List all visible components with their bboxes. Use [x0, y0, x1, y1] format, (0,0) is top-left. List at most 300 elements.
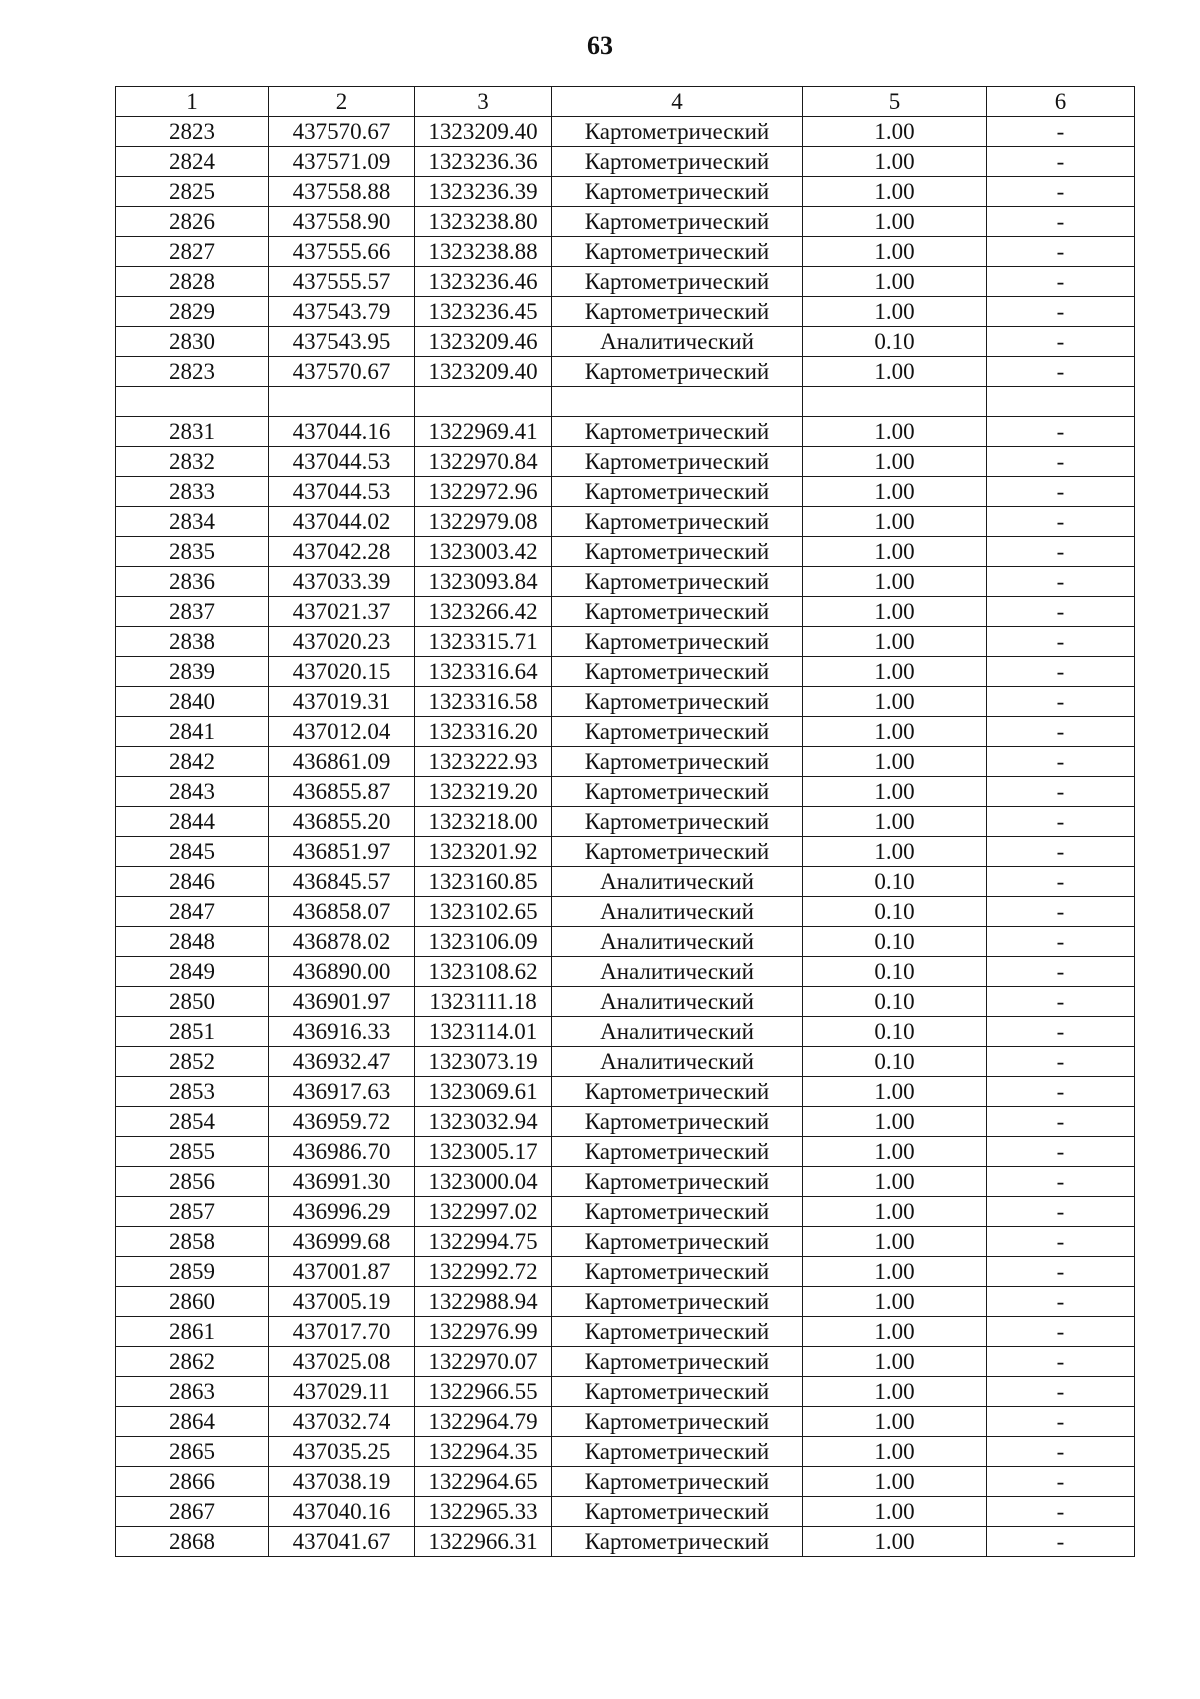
table-row [116, 237, 1135, 267]
point-number-cell [116, 387, 269, 417]
table-row [116, 1377, 1135, 1407]
coordinates-table [115, 86, 1135, 1557]
method-cell: Картометрический [552, 507, 803, 537]
x-coordinate-cell: 437044.02 [269, 507, 415, 537]
table-row [116, 1527, 1135, 1557]
point-number-cell: 2846 [116, 867, 269, 897]
table-row [116, 567, 1135, 597]
x-coordinate-cell: 436999.68 [269, 1227, 415, 1257]
column-header-3: 3 [415, 87, 552, 117]
point-number-cell: 2847 [116, 897, 269, 927]
note-cell: - [987, 957, 1135, 987]
x-coordinate-cell: 436996.29 [269, 1197, 415, 1227]
point-number-cell: 2865 [116, 1437, 269, 1467]
accuracy-cell: 0.10 [803, 1047, 987, 1077]
note-cell: - [987, 1407, 1135, 1437]
table-row [116, 1287, 1135, 1317]
note-cell: - [987, 1257, 1135, 1287]
table-row [116, 1077, 1135, 1107]
x-coordinate-cell: 437571.09 [269, 147, 415, 177]
y-coordinate-cell: 1323093.84 [415, 567, 552, 597]
method-cell: Картометрический [552, 657, 803, 687]
y-coordinate-cell [415, 387, 552, 417]
y-coordinate-cell: 1323238.88 [415, 237, 552, 267]
x-coordinate-cell: 437041.67 [269, 1527, 415, 1557]
method-cell: Картометрический [552, 207, 803, 237]
x-coordinate-cell [269, 387, 415, 417]
x-coordinate-cell: 437038.19 [269, 1467, 415, 1497]
table-row [116, 117, 1135, 147]
accuracy-cell: 0.10 [803, 1017, 987, 1047]
table-row [116, 1407, 1135, 1437]
y-coordinate-cell: 1322966.31 [415, 1527, 552, 1557]
y-coordinate-cell: 1323236.45 [415, 297, 552, 327]
table-row [116, 627, 1135, 657]
column-header-4: 4 [552, 87, 803, 117]
table-row [116, 177, 1135, 207]
y-coordinate-cell: 1323069.61 [415, 1077, 552, 1107]
point-number-cell: 2866 [116, 1467, 269, 1497]
x-coordinate-cell: 436991.30 [269, 1167, 415, 1197]
point-number-cell: 2862 [116, 1347, 269, 1377]
note-cell: - [987, 1077, 1135, 1107]
method-cell: Аналитический [552, 1047, 803, 1077]
x-coordinate-cell: 436851.97 [269, 837, 415, 867]
y-coordinate-cell: 1323219.20 [415, 777, 552, 807]
note-cell: - [987, 537, 1135, 567]
x-coordinate-cell: 437017.70 [269, 1317, 415, 1347]
y-coordinate-cell: 1323073.19 [415, 1047, 552, 1077]
table-row [116, 807, 1135, 837]
accuracy-cell: 1.00 [803, 1197, 987, 1227]
table-row [116, 1317, 1135, 1347]
x-coordinate-cell: 437044.53 [269, 477, 415, 507]
column-header-2: 2 [269, 87, 415, 117]
table-header [116, 87, 1135, 117]
y-coordinate-cell: 1322976.99 [415, 1317, 552, 1347]
point-number-cell: 2827 [116, 237, 269, 267]
accuracy-cell: 1.00 [803, 1077, 987, 1107]
y-coordinate-cell: 1323201.92 [415, 837, 552, 867]
note-cell: - [987, 267, 1135, 297]
table-row [116, 927, 1135, 957]
accuracy-cell: 1.00 [803, 267, 987, 297]
table-row [116, 207, 1135, 237]
table-row [116, 657, 1135, 687]
y-coordinate-cell: 1322970.84 [415, 447, 552, 477]
y-coordinate-cell: 1323108.62 [415, 957, 552, 987]
note-cell: - [987, 1107, 1135, 1137]
note-cell: - [987, 447, 1135, 477]
x-coordinate-cell: 436916.33 [269, 1017, 415, 1047]
method-cell: Картометрический [552, 1407, 803, 1437]
accuracy-cell: 1.00 [803, 207, 987, 237]
point-number-cell: 2860 [116, 1287, 269, 1317]
point-number-cell: 2844 [116, 807, 269, 837]
note-cell: - [987, 1377, 1135, 1407]
note-cell: - [987, 1497, 1135, 1527]
x-coordinate-cell: 436861.09 [269, 747, 415, 777]
x-coordinate-cell: 437042.28 [269, 537, 415, 567]
method-cell: Картометрический [552, 267, 803, 297]
table-row [116, 1347, 1135, 1377]
point-number-cell: 2863 [116, 1377, 269, 1407]
y-coordinate-cell: 1323315.71 [415, 627, 552, 657]
x-coordinate-cell: 437558.88 [269, 177, 415, 207]
method-cell: Аналитический [552, 867, 803, 897]
column-header-6: 6 [987, 87, 1135, 117]
x-coordinate-cell: 437570.67 [269, 357, 415, 387]
point-number-cell: 2831 [116, 417, 269, 447]
point-number-cell: 2824 [116, 147, 269, 177]
y-coordinate-cell: 1322988.94 [415, 1287, 552, 1317]
x-coordinate-cell: 437025.08 [269, 1347, 415, 1377]
accuracy-cell: 1.00 [803, 1317, 987, 1347]
y-coordinate-cell: 1323000.04 [415, 1167, 552, 1197]
accuracy-cell: 1.00 [803, 117, 987, 147]
method-cell: Картометрический [552, 1467, 803, 1497]
method-cell: Картометрический [552, 1227, 803, 1257]
note-cell: - [987, 177, 1135, 207]
y-coordinate-cell: 1323102.65 [415, 897, 552, 927]
note-cell: - [987, 237, 1135, 267]
point-number-cell: 2864 [116, 1407, 269, 1437]
y-coordinate-cell: 1323209.40 [415, 357, 552, 387]
method-cell: Картометрический [552, 807, 803, 837]
table-row [116, 867, 1135, 897]
point-number-cell: 2845 [116, 837, 269, 867]
y-coordinate-cell: 1322972.96 [415, 477, 552, 507]
y-coordinate-cell: 1323236.46 [415, 267, 552, 297]
x-coordinate-cell: 437020.23 [269, 627, 415, 657]
y-coordinate-cell: 1322966.55 [415, 1377, 552, 1407]
x-coordinate-cell: 437032.74 [269, 1407, 415, 1437]
note-cell: - [987, 1317, 1135, 1347]
accuracy-cell: 1.00 [803, 567, 987, 597]
y-coordinate-cell: 1322997.02 [415, 1197, 552, 1227]
note-cell: - [987, 777, 1135, 807]
method-cell: Картометрический [552, 1347, 803, 1377]
point-number-cell: 2853 [116, 1077, 269, 1107]
accuracy-cell: 0.10 [803, 867, 987, 897]
y-coordinate-cell: 1323222.93 [415, 747, 552, 777]
note-cell: - [987, 1017, 1135, 1047]
accuracy-cell: 1.00 [803, 837, 987, 867]
method-cell: Картометрический [552, 627, 803, 657]
note-cell: - [987, 1167, 1135, 1197]
table-row [116, 687, 1135, 717]
note-cell: - [987, 567, 1135, 597]
method-cell: Аналитический [552, 327, 803, 357]
accuracy-cell: 1.00 [803, 1347, 987, 1377]
method-cell: Аналитический [552, 1017, 803, 1047]
accuracy-cell: 1.00 [803, 507, 987, 537]
point-number-cell: 2833 [116, 477, 269, 507]
point-number-cell: 2850 [116, 987, 269, 1017]
method-cell: Картометрический [552, 747, 803, 777]
point-number-cell: 2840 [116, 687, 269, 717]
note-cell: - [987, 1437, 1135, 1467]
method-cell: Картометрический [552, 1497, 803, 1527]
x-coordinate-cell: 437044.16 [269, 417, 415, 447]
x-coordinate-cell: 436986.70 [269, 1137, 415, 1167]
note-cell: - [987, 837, 1135, 867]
x-coordinate-cell: 437005.19 [269, 1287, 415, 1317]
y-coordinate-cell: 1323236.36 [415, 147, 552, 177]
point-number-cell: 2823 [116, 117, 269, 147]
note-cell [987, 387, 1135, 417]
accuracy-cell: 1.00 [803, 1497, 987, 1527]
point-number-cell: 2868 [116, 1527, 269, 1557]
accuracy-cell: 1.00 [803, 1227, 987, 1257]
accuracy-cell: 1.00 [803, 1407, 987, 1437]
point-number-cell: 2861 [116, 1317, 269, 1347]
accuracy-cell: 1.00 [803, 657, 987, 687]
note-cell: - [987, 657, 1135, 687]
x-coordinate-cell: 437543.95 [269, 327, 415, 357]
x-coordinate-cell: 436855.87 [269, 777, 415, 807]
y-coordinate-cell: 1322964.79 [415, 1407, 552, 1437]
accuracy-cell: 1.00 [803, 627, 987, 657]
point-number-cell: 2855 [116, 1137, 269, 1167]
y-coordinate-cell: 1323209.46 [415, 327, 552, 357]
table-row [116, 447, 1135, 477]
method-cell: Картометрический [552, 1527, 803, 1557]
table-row [116, 507, 1135, 537]
y-coordinate-cell: 1322965.33 [415, 1497, 552, 1527]
method-cell: Картометрический [552, 1167, 803, 1197]
y-coordinate-cell: 1323114.01 [415, 1017, 552, 1047]
method-cell: Аналитический [552, 927, 803, 957]
accuracy-cell: 1.00 [803, 1467, 987, 1497]
x-coordinate-cell: 437001.87 [269, 1257, 415, 1287]
point-number-cell: 2859 [116, 1257, 269, 1287]
note-cell: - [987, 897, 1135, 927]
x-coordinate-cell: 436959.72 [269, 1107, 415, 1137]
note-cell: - [987, 807, 1135, 837]
y-coordinate-cell: 1323316.64 [415, 657, 552, 687]
table-row [116, 1497, 1135, 1527]
accuracy-cell: 1.00 [803, 1437, 987, 1467]
method-cell: Картометрический [552, 477, 803, 507]
note-cell: - [987, 147, 1135, 177]
method-cell: Картометрический [552, 837, 803, 867]
table-row [116, 987, 1135, 1017]
table-row [116, 1137, 1135, 1167]
method-cell: Картометрический [552, 1287, 803, 1317]
y-coordinate-cell: 1323316.20 [415, 717, 552, 747]
y-coordinate-cell: 1323005.17 [415, 1137, 552, 1167]
point-number-cell: 2848 [116, 927, 269, 957]
y-coordinate-cell: 1323111.18 [415, 987, 552, 1017]
method-cell: Аналитический [552, 987, 803, 1017]
note-cell: - [987, 987, 1135, 1017]
table-row [116, 297, 1135, 327]
table-row [116, 837, 1135, 867]
method-cell: Картометрический [552, 297, 803, 327]
method-cell: Картометрический [552, 417, 803, 447]
table-body [116, 117, 1135, 1557]
y-coordinate-cell: 1323160.85 [415, 867, 552, 897]
method-cell: Картометрический [552, 777, 803, 807]
y-coordinate-cell: 1322964.35 [415, 1437, 552, 1467]
point-number-cell: 2854 [116, 1107, 269, 1137]
note-cell: - [987, 747, 1135, 777]
accuracy-cell: 1.00 [803, 477, 987, 507]
y-coordinate-cell: 1322994.75 [415, 1227, 552, 1257]
y-coordinate-cell: 1323003.42 [415, 537, 552, 567]
point-number-cell: 2839 [116, 657, 269, 687]
note-cell: - [987, 1137, 1135, 1167]
x-coordinate-cell: 436917.63 [269, 1077, 415, 1107]
point-number-cell: 2830 [116, 327, 269, 357]
accuracy-cell: 1.00 [803, 447, 987, 477]
method-cell: Картометрический [552, 1077, 803, 1107]
table-row [116, 1437, 1135, 1467]
x-coordinate-cell: 436855.20 [269, 807, 415, 837]
point-number-cell: 2836 [116, 567, 269, 597]
accuracy-cell: 0.10 [803, 957, 987, 987]
table-row [116, 387, 1135, 417]
point-number-cell: 2849 [116, 957, 269, 987]
accuracy-cell: 1.00 [803, 1377, 987, 1407]
y-coordinate-cell: 1323106.09 [415, 927, 552, 957]
table-row [116, 1197, 1135, 1227]
point-number-cell: 2851 [116, 1017, 269, 1047]
note-cell: - [987, 597, 1135, 627]
method-cell: Картометрический [552, 1107, 803, 1137]
point-number-cell: 2837 [116, 597, 269, 627]
method-cell [552, 387, 803, 417]
table-row [116, 1467, 1135, 1497]
method-cell: Аналитический [552, 957, 803, 987]
method-cell: Картометрический [552, 717, 803, 747]
note-cell: - [987, 927, 1135, 957]
accuracy-cell: 1.00 [803, 597, 987, 627]
column-header-1: 1 [116, 87, 269, 117]
point-number-cell: 2838 [116, 627, 269, 657]
accuracy-cell: 1.00 [803, 177, 987, 207]
note-cell: - [987, 867, 1135, 897]
point-number-cell: 2856 [116, 1167, 269, 1197]
table-row [116, 1227, 1135, 1257]
table-row [116, 717, 1135, 747]
point-number-cell: 2828 [116, 267, 269, 297]
table-row [116, 147, 1135, 177]
note-cell: - [987, 417, 1135, 447]
accuracy-cell: 0.10 [803, 927, 987, 957]
x-coordinate-cell: 436901.97 [269, 987, 415, 1017]
method-cell: Картометрический [552, 237, 803, 267]
x-coordinate-cell: 436858.07 [269, 897, 415, 927]
accuracy-cell: 0.10 [803, 897, 987, 927]
y-coordinate-cell: 1323032.94 [415, 1107, 552, 1137]
y-coordinate-cell: 1323236.39 [415, 177, 552, 207]
x-coordinate-cell: 437555.66 [269, 237, 415, 267]
accuracy-cell: 1.00 [803, 1137, 987, 1167]
accuracy-cell: 1.00 [803, 747, 987, 777]
x-coordinate-cell: 436932.47 [269, 1047, 415, 1077]
table-row [116, 777, 1135, 807]
accuracy-cell: 1.00 [803, 297, 987, 327]
table-row [116, 357, 1135, 387]
x-coordinate-cell: 437555.57 [269, 267, 415, 297]
header-row [116, 87, 1135, 117]
method-cell: Картометрический [552, 117, 803, 147]
x-coordinate-cell: 437044.53 [269, 447, 415, 477]
accuracy-cell: 1.00 [803, 1527, 987, 1557]
note-cell: - [987, 1287, 1135, 1317]
note-cell: - [987, 687, 1135, 717]
x-coordinate-cell: 437020.15 [269, 657, 415, 687]
method-cell: Картометрический [552, 537, 803, 567]
accuracy-cell: 1.00 [803, 147, 987, 177]
y-coordinate-cell: 1322969.41 [415, 417, 552, 447]
x-coordinate-cell: 437040.16 [269, 1497, 415, 1527]
point-number-cell: 2825 [116, 177, 269, 207]
point-number-cell: 2829 [116, 297, 269, 327]
note-cell: - [987, 207, 1135, 237]
page-number: 63 [587, 31, 613, 60]
accuracy-cell: 1.00 [803, 1107, 987, 1137]
method-cell: Картометрический [552, 687, 803, 717]
point-number-cell: 2842 [116, 747, 269, 777]
accuracy-cell: 0.10 [803, 987, 987, 1017]
method-cell: Картометрический [552, 567, 803, 597]
method-cell: Картометрический [552, 1437, 803, 1467]
point-number-cell: 2843 [116, 777, 269, 807]
table-row [116, 1107, 1135, 1137]
table-row [116, 1257, 1135, 1287]
point-number-cell: 2826 [116, 207, 269, 237]
table-row [116, 1047, 1135, 1077]
method-cell: Картометрический [552, 1257, 803, 1287]
x-coordinate-cell: 437012.04 [269, 717, 415, 747]
y-coordinate-cell: 1323316.58 [415, 687, 552, 717]
note-cell: - [987, 1197, 1135, 1227]
accuracy-cell: 1.00 [803, 717, 987, 747]
note-cell: - [987, 357, 1135, 387]
accuracy-cell: 1.00 [803, 237, 987, 267]
note-cell: - [987, 717, 1135, 747]
y-coordinate-cell: 1322979.08 [415, 507, 552, 537]
method-cell: Картометрический [552, 447, 803, 477]
note-cell: - [987, 507, 1135, 537]
method-cell: Картометрический [552, 357, 803, 387]
table-row [116, 537, 1135, 567]
coordinates-table-container [115, 86, 1135, 1557]
point-number-cell: 2841 [116, 717, 269, 747]
note-cell: - [987, 1347, 1135, 1377]
table-row [116, 957, 1135, 987]
point-number-cell: 2835 [116, 537, 269, 567]
point-number-cell: 2823 [116, 357, 269, 387]
note-cell: - [987, 117, 1135, 147]
note-cell: - [987, 1047, 1135, 1077]
accuracy-cell: 1.00 [803, 1257, 987, 1287]
accuracy-cell: 1.00 [803, 537, 987, 567]
point-number-cell: 2852 [116, 1047, 269, 1077]
y-coordinate-cell: 1323266.42 [415, 597, 552, 627]
x-coordinate-cell: 437558.90 [269, 207, 415, 237]
y-coordinate-cell: 1322964.65 [415, 1467, 552, 1497]
y-coordinate-cell: 1323218.00 [415, 807, 552, 837]
x-coordinate-cell: 437033.39 [269, 567, 415, 597]
accuracy-cell: 1.00 [803, 1167, 987, 1197]
y-coordinate-cell: 1323209.40 [415, 117, 552, 147]
accuracy-cell [803, 387, 987, 417]
accuracy-cell: 1.00 [803, 357, 987, 387]
